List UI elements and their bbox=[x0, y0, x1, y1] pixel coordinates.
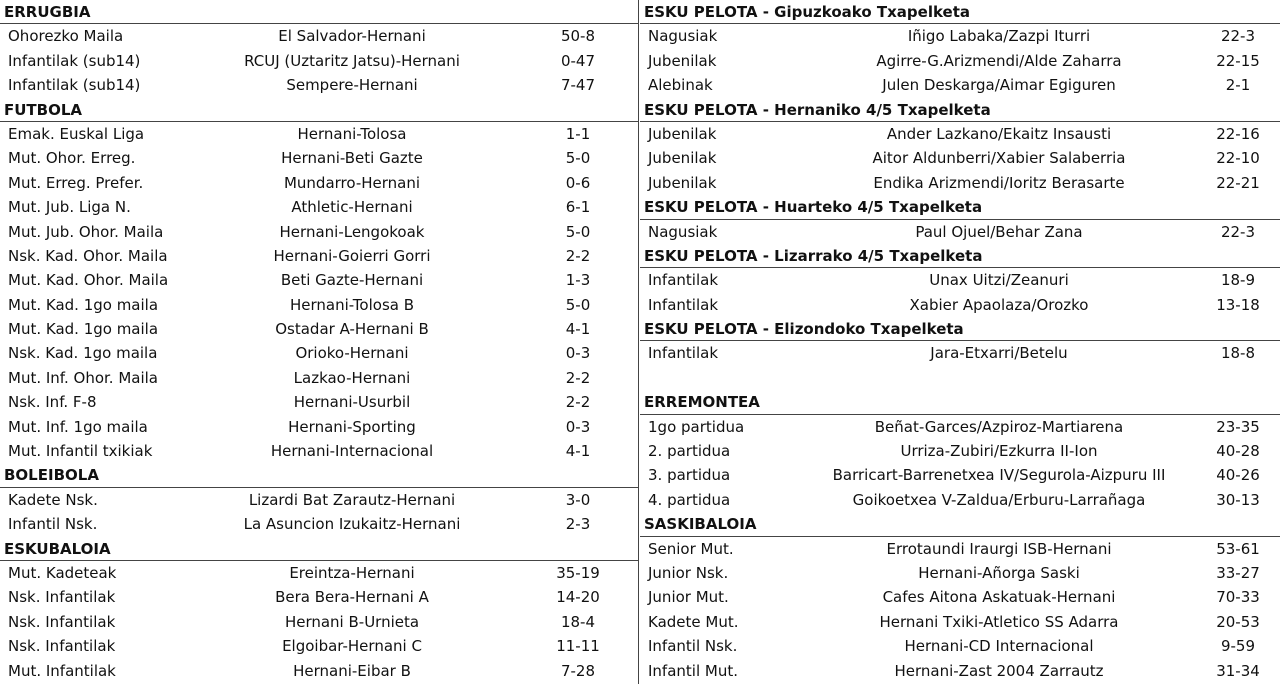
category-cell: Nsk. Kad. Ohor. Maila bbox=[8, 246, 168, 265]
match-cell: Hernani-CD Internacional bbox=[904, 637, 1094, 656]
match-cell: Errotaundi Iraurgi ISB-Hernani bbox=[886, 539, 1112, 558]
score-cell: 20-53 bbox=[1216, 612, 1260, 631]
result-row bbox=[0, 146, 638, 170]
category-cell: Senior Mut. bbox=[648, 539, 734, 558]
score-cell: 9-59 bbox=[1220, 637, 1256, 656]
category-cell: Mut. Infantil txikiak bbox=[8, 442, 153, 461]
match-cell: Julen Deskarga/Aimar Egiguren bbox=[882, 76, 1116, 95]
score-cell: 22-21 bbox=[1216, 173, 1260, 192]
category-cell: Mut. Kad. 1go maila bbox=[8, 295, 159, 314]
result-row bbox=[640, 341, 1280, 365]
category-cell: Nsk. Infantilak bbox=[8, 612, 116, 631]
category-cell: Mut. Jub. Ohor. Maila bbox=[8, 222, 164, 241]
result-row bbox=[0, 439, 638, 463]
score-cell: 0-3 bbox=[565, 417, 591, 436]
score-cell: 33-27 bbox=[1216, 563, 1260, 582]
category-cell: Jubenilak bbox=[648, 51, 717, 70]
score-cell: 30-13 bbox=[1216, 490, 1260, 509]
score-cell: 22-10 bbox=[1216, 149, 1260, 168]
result-row bbox=[0, 244, 638, 268]
category-cell: Ohorezko Maila bbox=[8, 27, 124, 46]
category-cell: Infantil Mut. bbox=[648, 661, 738, 680]
score-cell: 23-35 bbox=[1216, 417, 1260, 436]
category-cell: Mut. Kadeteak bbox=[8, 563, 117, 582]
score-cell: 22-15 bbox=[1216, 51, 1260, 70]
column-divider bbox=[638, 0, 639, 684]
score-cell: 1-3 bbox=[565, 271, 591, 290]
score-cell: 31-34 bbox=[1216, 661, 1260, 680]
score-cell: 2-3 bbox=[565, 515, 591, 534]
score-cell: 3-0 bbox=[565, 490, 591, 509]
result-row bbox=[0, 195, 638, 219]
match-cell: Lazkao-Hernani bbox=[293, 368, 411, 387]
category-cell: Infantil Nsk. bbox=[8, 515, 98, 534]
section-esku-pelota-hernaniko-4-5-txapelketa bbox=[640, 98, 1280, 196]
match-cell: Elgoibar-Hernani C bbox=[282, 637, 422, 656]
match-cell: Hernani-Beti Gazte bbox=[281, 149, 423, 168]
result-row bbox=[0, 122, 638, 146]
match-cell: Beñat-Garces/Azpiroz-Martiarena bbox=[874, 417, 1124, 436]
category-cell: Nagusiak bbox=[648, 222, 718, 241]
result-row bbox=[640, 415, 1280, 439]
result-row bbox=[640, 488, 1280, 512]
result-row bbox=[640, 220, 1280, 244]
result-row bbox=[0, 73, 638, 97]
match-cell: Paul Ojuel/Behar Zana bbox=[915, 222, 1083, 241]
result-row bbox=[0, 293, 638, 317]
category-cell: Junior Nsk. bbox=[648, 563, 729, 582]
score-cell: 5-0 bbox=[565, 222, 591, 241]
category-cell: Junior Mut. bbox=[648, 588, 729, 607]
section-errugbia bbox=[0, 0, 638, 98]
result-row bbox=[640, 171, 1280, 195]
match-cell: Unax Uitzi/Zeanuri bbox=[929, 271, 1069, 290]
section-esku-pelota-elizondoko-txapelketa bbox=[640, 317, 1280, 390]
match-cell: Lizardi Bat Zarautz-Hernani bbox=[248, 490, 456, 509]
match-cell: El Salvador-Hernani bbox=[278, 27, 426, 46]
score-cell: 22-3 bbox=[1220, 222, 1256, 241]
result-row bbox=[640, 293, 1280, 317]
category-cell: Jubenilak bbox=[648, 149, 717, 168]
score-cell: 7-47 bbox=[560, 76, 596, 95]
section-esku-pelota-huarteko-4-5-txapelketa bbox=[640, 195, 1280, 244]
match-cell: Hernani-Eibar B bbox=[293, 661, 411, 680]
category-cell: 2. partidua bbox=[648, 442, 731, 461]
match-cell: Orioko-Hernani bbox=[295, 344, 409, 363]
match-cell: Barricart-Barrenetxea IV/Segurola-Aizpuru III bbox=[832, 466, 1166, 485]
match-cell: Hernani-Zast 2004 Zarrautz bbox=[894, 661, 1104, 680]
category-cell: Jubenilak bbox=[648, 124, 717, 143]
score-cell: 5-0 bbox=[565, 149, 591, 168]
category-cell: Nsk. Infantilak bbox=[8, 588, 116, 607]
section-title: ESKU PELOTA - Gipuzkoako Txapelketa bbox=[640, 0, 1280, 24]
section-erremontea bbox=[640, 390, 1280, 512]
result-row bbox=[640, 561, 1280, 585]
match-cell: Hernani-Usurbil bbox=[293, 393, 411, 412]
result-row bbox=[0, 341, 638, 365]
section-eskubaloia bbox=[0, 537, 638, 683]
result-row bbox=[0, 585, 638, 609]
right-results-column bbox=[640, 0, 1280, 683]
category-cell: Infantilak (sub14) bbox=[8, 76, 141, 95]
match-cell: Cafes Aitona Askatuak-Hernani bbox=[882, 588, 1116, 607]
score-cell: 40-28 bbox=[1216, 442, 1260, 461]
score-cell: 18-8 bbox=[1220, 344, 1256, 363]
category-cell: Infantil Nsk. bbox=[648, 637, 738, 656]
match-cell: Hernani-Tolosa B bbox=[289, 295, 415, 314]
result-row bbox=[0, 317, 638, 341]
category-cell: Infantilak bbox=[648, 295, 719, 314]
category-cell: Infantilak (sub14) bbox=[8, 51, 141, 70]
section-title: FUTBOLA bbox=[0, 98, 638, 122]
category-cell: Nsk. Kad. 1go maila bbox=[8, 344, 158, 363]
match-cell: Bera Bera-Hernani A bbox=[275, 588, 429, 607]
result-row bbox=[0, 561, 638, 585]
result-row bbox=[0, 390, 638, 414]
match-cell: Aitor Aldunberri/Xabier Salaberria bbox=[872, 149, 1126, 168]
section-title: ESKU PELOTA - Huarteko 4/5 Txapelketa bbox=[640, 195, 1280, 219]
result-row bbox=[0, 24, 638, 48]
result-row bbox=[640, 439, 1280, 463]
match-cell: Hernani-Sporting bbox=[288, 417, 416, 436]
match-cell: Goikoetxea V-Zaldua/Erburu-Larrañaga bbox=[852, 490, 1146, 509]
match-cell: Xabier Apaolaza/Orozko bbox=[909, 295, 1089, 314]
match-cell: Beti Gazte-Hernani bbox=[280, 271, 424, 290]
category-cell: Mut. Inf. Ohor. Maila bbox=[8, 368, 158, 387]
match-cell: Hernani-Lengokoak bbox=[279, 222, 425, 241]
blank-row bbox=[640, 366, 1280, 390]
score-cell: 53-61 bbox=[1216, 539, 1260, 558]
result-row bbox=[640, 463, 1280, 487]
score-cell: 0-47 bbox=[560, 51, 596, 70]
category-cell: 4. partidua bbox=[648, 490, 731, 509]
category-cell: Infantilak bbox=[648, 344, 719, 363]
score-cell: 0-3 bbox=[565, 344, 591, 363]
section-title: ERRUGBIA bbox=[0, 0, 638, 24]
match-cell: Athletic-Hernani bbox=[291, 198, 413, 217]
category-cell: Infantilak bbox=[648, 271, 719, 290]
section-futbola bbox=[0, 98, 638, 464]
result-row bbox=[640, 122, 1280, 146]
category-cell: Mut. Inf. 1go maila bbox=[8, 417, 148, 436]
match-cell: Sempere-Hernani bbox=[286, 76, 418, 95]
match-cell: Hernani-Tolosa bbox=[297, 124, 407, 143]
category-cell: Mut. Kad. Ohor. Maila bbox=[8, 271, 169, 290]
score-cell: 2-2 bbox=[565, 393, 591, 412]
result-row bbox=[0, 659, 638, 683]
category-cell: Mut. Erreg. Prefer. bbox=[8, 173, 144, 192]
result-row bbox=[640, 585, 1280, 609]
score-cell: 18-4 bbox=[560, 612, 596, 631]
result-row bbox=[640, 73, 1280, 97]
section-title: ESKU PELOTA - Elizondoko Txapelketa bbox=[640, 317, 1280, 341]
section-title: ESKUBALOIA bbox=[0, 537, 638, 561]
score-cell: 2-2 bbox=[565, 246, 591, 265]
score-cell: 22-16 bbox=[1216, 124, 1260, 143]
score-cell: 40-26 bbox=[1216, 466, 1260, 485]
result-row bbox=[0, 415, 638, 439]
result-row bbox=[640, 49, 1280, 73]
category-cell: Mut. Ohor. Erreg. bbox=[8, 149, 136, 168]
score-cell: 18-9 bbox=[1220, 271, 1256, 290]
category-cell: Kadete Nsk. bbox=[8, 490, 98, 509]
section-esku-pelota-gipuzkoako-txapelketa bbox=[640, 0, 1280, 98]
result-row bbox=[0, 268, 638, 292]
score-cell: 22-3 bbox=[1220, 27, 1256, 46]
score-cell: 1-1 bbox=[565, 124, 591, 143]
match-cell: RCUJ (Uztaritz Jatsu)-Hernani bbox=[244, 51, 460, 70]
section-title: ESKU PELOTA - Hernaniko 4/5 Txapelketa bbox=[640, 98, 1280, 122]
left-results-column bbox=[0, 0, 638, 683]
result-row bbox=[640, 268, 1280, 292]
result-row bbox=[640, 537, 1280, 561]
section-boleibola bbox=[0, 463, 638, 536]
result-row bbox=[640, 659, 1280, 683]
section-title: ERREMONTEA bbox=[640, 390, 1280, 414]
match-cell: Hernani-Añorga Saski bbox=[918, 563, 1080, 582]
match-cell: Urriza-Zubiri/Ezkurra II-Ion bbox=[900, 442, 1098, 461]
score-cell: 2-1 bbox=[1225, 76, 1251, 95]
category-cell: Alebinak bbox=[648, 76, 713, 95]
score-cell: 11-11 bbox=[556, 637, 600, 656]
score-cell: 70-33 bbox=[1216, 588, 1260, 607]
score-cell: 7-28 bbox=[560, 661, 596, 680]
category-cell: Jubenilak bbox=[648, 173, 717, 192]
section-title: BOLEIBOLA bbox=[0, 463, 638, 487]
category-cell: Mut. Kad. 1go maila bbox=[8, 320, 159, 339]
section-title: ESKU PELOTA - Lizarrako 4/5 Txapelketa bbox=[640, 244, 1280, 268]
result-row bbox=[640, 610, 1280, 634]
match-cell: Agirre-G.Arizmendi/Alde Zaharra bbox=[876, 51, 1122, 70]
category-cell: Nsk. Infantilak bbox=[8, 637, 116, 656]
match-cell: Hernani Txiki-Atletico SS Adarra bbox=[879, 612, 1119, 631]
match-cell: La Asuncion Izukaitz-Hernani bbox=[243, 515, 461, 534]
match-cell: Ostadar A-Hernani B bbox=[275, 320, 429, 339]
score-cell: 4-1 bbox=[565, 320, 591, 339]
result-row bbox=[640, 146, 1280, 170]
score-cell: 4-1 bbox=[565, 442, 591, 461]
result-row bbox=[0, 634, 638, 658]
match-cell: Iñigo Labaka/Zazpi Iturri bbox=[907, 27, 1091, 46]
category-cell: Kadete Mut. bbox=[648, 612, 739, 631]
result-row bbox=[640, 634, 1280, 658]
match-cell: Hernani-Internacional bbox=[270, 442, 434, 461]
score-cell: 0-6 bbox=[565, 173, 591, 192]
category-cell: Nsk. Inf. F-8 bbox=[8, 393, 97, 412]
category-cell: Mut. Infantilak bbox=[8, 661, 116, 680]
section-esku-pelota-lizarrako-4-5-txapelketa bbox=[640, 244, 1280, 317]
section-title: SASKIBALOIA bbox=[640, 512, 1280, 536]
match-cell: Hernani B-Urnieta bbox=[284, 612, 420, 631]
result-row bbox=[0, 488, 638, 512]
section-saskibaloia bbox=[640, 512, 1280, 683]
result-row bbox=[0, 49, 638, 73]
result-row bbox=[0, 610, 638, 634]
result-row bbox=[0, 220, 638, 244]
result-row bbox=[0, 366, 638, 390]
score-cell: 6-1 bbox=[565, 198, 591, 217]
result-row bbox=[640, 24, 1280, 48]
match-cell: Mundarro-Hernani bbox=[283, 173, 421, 192]
category-cell: 1go partidua bbox=[648, 417, 745, 436]
score-cell: 35-19 bbox=[556, 563, 600, 582]
category-cell: Mut. Jub. Liga N. bbox=[8, 198, 131, 217]
score-cell: 13-18 bbox=[1216, 295, 1260, 314]
result-row bbox=[0, 171, 638, 195]
match-cell: Ereintza-Hernani bbox=[289, 563, 415, 582]
category-cell: 3. partidua bbox=[648, 466, 731, 485]
category-cell: Emak. Euskal Liga bbox=[8, 124, 145, 143]
score-cell: 5-0 bbox=[565, 295, 591, 314]
match-cell: Endika Arizmendi/Ioritz Berasarte bbox=[873, 173, 1125, 192]
score-cell: 50-8 bbox=[560, 27, 596, 46]
category-cell: Nagusiak bbox=[648, 27, 718, 46]
match-cell: Jara-Etxarri/Betelu bbox=[930, 344, 1068, 363]
score-cell: 14-20 bbox=[556, 588, 600, 607]
result-row bbox=[0, 512, 638, 536]
match-cell: Ander Lazkano/Ekaitz Insausti bbox=[886, 124, 1112, 143]
score-cell: 2-2 bbox=[565, 368, 591, 387]
match-cell: Hernani-Goierri Gorri bbox=[273, 246, 431, 265]
